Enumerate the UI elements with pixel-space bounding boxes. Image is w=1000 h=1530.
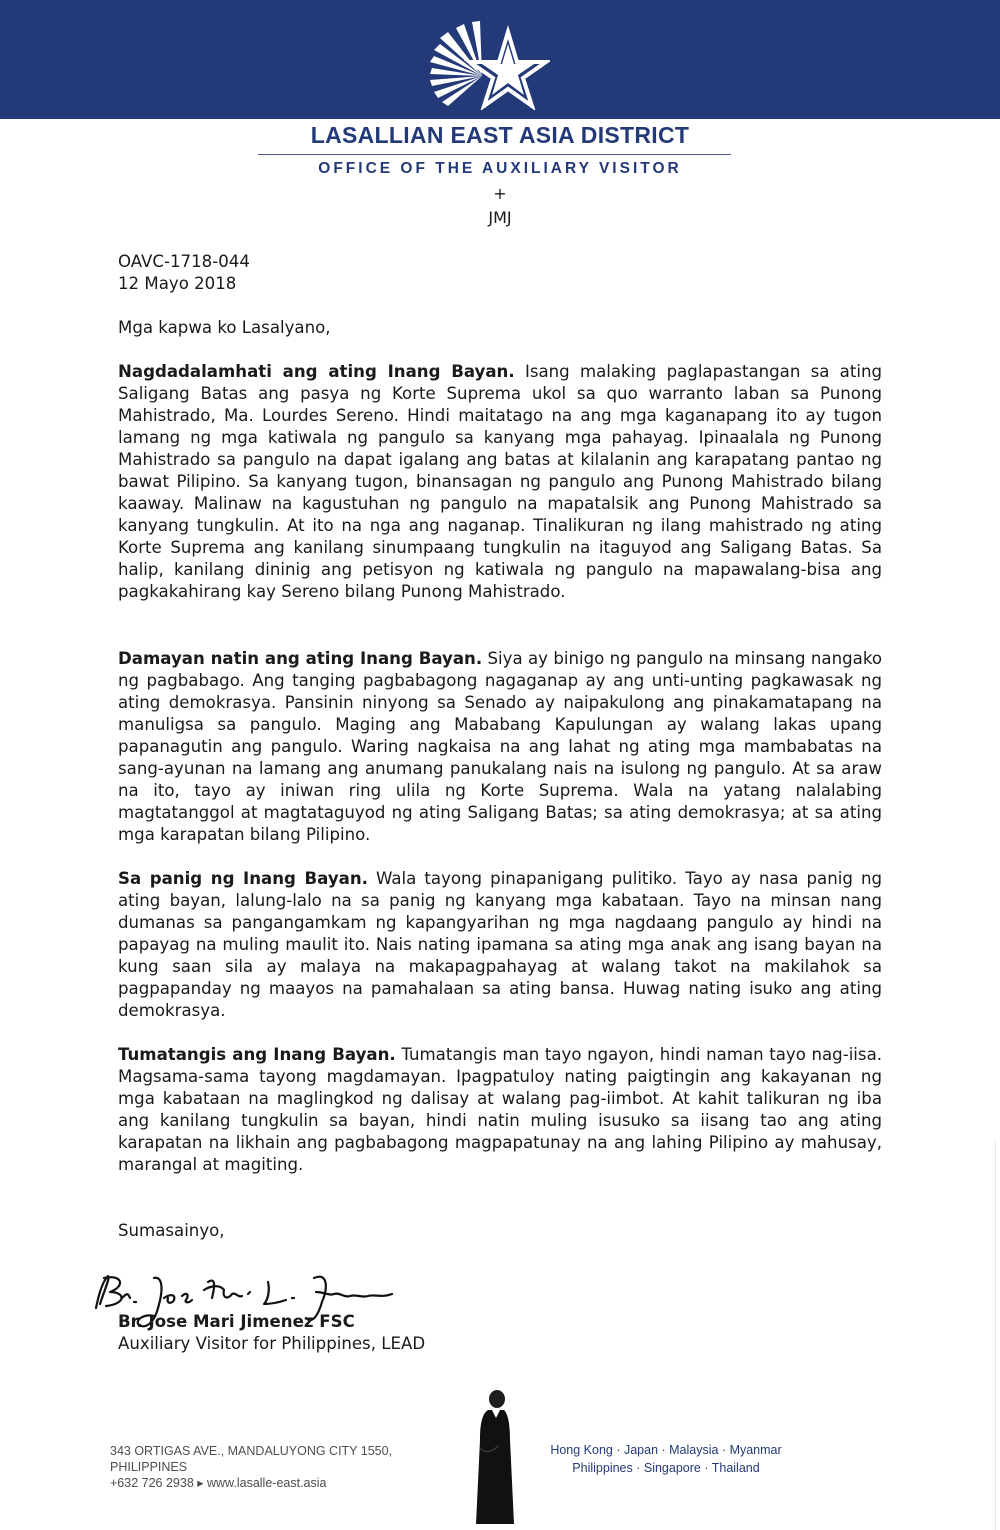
paragraph-lead: Nagdadalamhati ang ating Inang Bayan. bbox=[118, 362, 515, 381]
closing: Sumasainyo, bbox=[118, 1221, 225, 1240]
org-name: LASALLIAN EAST ASIA DISTRICT bbox=[310, 122, 690, 148]
paragraph-body: Siya ay binigo ng pangulo na minsang nangako ng pagbabago. Ang tanging pagbabagong nagaganap ay ang unti-unting pagkawasak ng ating demokrasya. Pansinin ninyong sa Senado ay naipakulong ang pinakamatapang na manuligsa sa pangulo. Maging ang Mababang Kapulungan ay walang lakas upang papanagutin ang pangulo. Waring nagkaisa na ang lahat ng ating mga mambabatas na sang-ayunan na lamang ang anumang panukalang nais na isulong ng pangulo. At sa araw na ito, tayo ay iniwan ring ulila ng Korte Suprema. Wala na yatang nalalabing magtatanggol at magtataguyod ng ating Saligang Batas; sa ating demokrasya; at sa ating mga karapatan bilang Pilipino. bbox=[118, 649, 882, 844]
paragraph-body: Wala tayong pinapanigang pulitiko. Tayo ay nasa panig ng ating bayan, lalung-lalo na sa panig ng kanyang mga kabataan. Tayo na minsan nang dumanas sa pangangamkam ng kapangyarihan ng mga nagdaang pangulo ay hindi na papayag na muling maulit ito. Nais nating ipamana sa ating mga anak ang isang bayan na kung saan sila ay malaya na makapagpahayag at walang takot na makilahok sa pagpapanday ng maayos na pamahalaan sa ating bansa. Huwag nating isuko ang ating demokrasya. bbox=[118, 869, 882, 1020]
signatory-title: Auxiliary Visitor for Philippines, LEAD bbox=[118, 1334, 426, 1353]
countries-line-2: Philippines · Singapore · Thailand bbox=[572, 1461, 760, 1475]
signatory-name: Br. Jose Mari Jimenez FSC bbox=[118, 1312, 355, 1331]
paragraph-1 bbox=[118, 361, 882, 603]
jmj-mark: JMJ bbox=[488, 208, 512, 227]
signature-block bbox=[118, 1311, 882, 1355]
header-banner bbox=[0, 0, 1000, 119]
paragraph-body: Isang malaking paglapastangan sa ating Saligang Batas ang pasya ng Korte Suprema ukol sa quo warranto laban sa Punong Mahistrado, Ma. Lourdes Sereno. Hindi maitatago na ang mga kaganapang ito ay tugon lamang ng mga katiwala ng pangulo sa kanyang mga pahayag. Ipinaalala ng Punong Mahistrado sa pangulo na dapat igalang ang batas at kilalanin ang karapatang pantao ng bawat Pilipino. Sa kanyang tugon, binansagan ng pangulo ang Punong Mahistrado bilang kaaway. Malinaw na kagustuhan ng pangulo na mapatalsik ang Punong Mahistrado sa kanyang tungkulin. At ito na nga ang naganap. Tinalikuran ng ilang mahistrado ng ating Korte Suprema ang kanilang sinumpaang tungkulin na itaguyod ang Saligang Batas. Sa halip, kanilang dininig ang petisyon ng katiwala ng pangulo na mapawalang-bisa ang pagkakahirang kay Sereno bilang Punong Mahistrado. bbox=[118, 362, 882, 601]
footer-countries bbox=[530, 1441, 802, 1477]
paragraph-lead: Damayan natin ang ating Inang Bayan. bbox=[118, 649, 483, 668]
cross-mark: + bbox=[493, 184, 507, 203]
page-edge-line bbox=[995, 1140, 996, 1530]
star-wing-logo-icon bbox=[420, 18, 550, 110]
paragraph-lead: Tumatangis ang Inang Bayan. bbox=[118, 1045, 396, 1064]
header-divider bbox=[258, 154, 731, 155]
footer-address: 343 ORTIGAS AVE., MANDALUYONG CITY 1550, PHILIPPINES bbox=[110, 1444, 393, 1474]
paragraph-3 bbox=[118, 868, 882, 1022]
footer-address-block bbox=[110, 1443, 470, 1491]
paragraph-body: Tumatangis man tayo ngayon, hindi naman tayo nag-iisa. Magsama-sama tayong magdamayan. Ipagpatuloy nating paigtingin ang kakayanan ng mga kabataan na maglingkod ng dalisay at walang pag-iimbot. At kahit talikuran ng iba ang kanilang tungkulin sa bayan, hindi natin muling isusuko sa iisang tao ang ating karapatan na likhain ang pagbabagong magpapatunay na ang lahing Pilipino ay mahusay, marangal at magiting. bbox=[118, 1045, 883, 1174]
office-name: OFFICE OF THE AUXILIARY VISITOR bbox=[318, 160, 682, 177]
reference-number: OAVC-1718-044 bbox=[118, 252, 250, 271]
salutation: Mga kapwa ko Lasalyano, bbox=[118, 318, 331, 337]
letter-meta bbox=[118, 251, 882, 295]
footer-contact: +632 726 2938 ▸ www.lasalle-east.asia bbox=[110, 1476, 327, 1490]
countries-line-1: Hong Kong · Japan · Malaysia · Myanmar bbox=[550, 1443, 782, 1457]
paragraph-4 bbox=[118, 1044, 882, 1176]
letter-date: 12 Mayo 2018 bbox=[118, 274, 237, 293]
founder-silhouette-icon bbox=[470, 1388, 520, 1526]
paragraph-2 bbox=[118, 648, 882, 846]
paragraph-lead: Sa panig ng Inang Bayan. bbox=[118, 869, 368, 888]
